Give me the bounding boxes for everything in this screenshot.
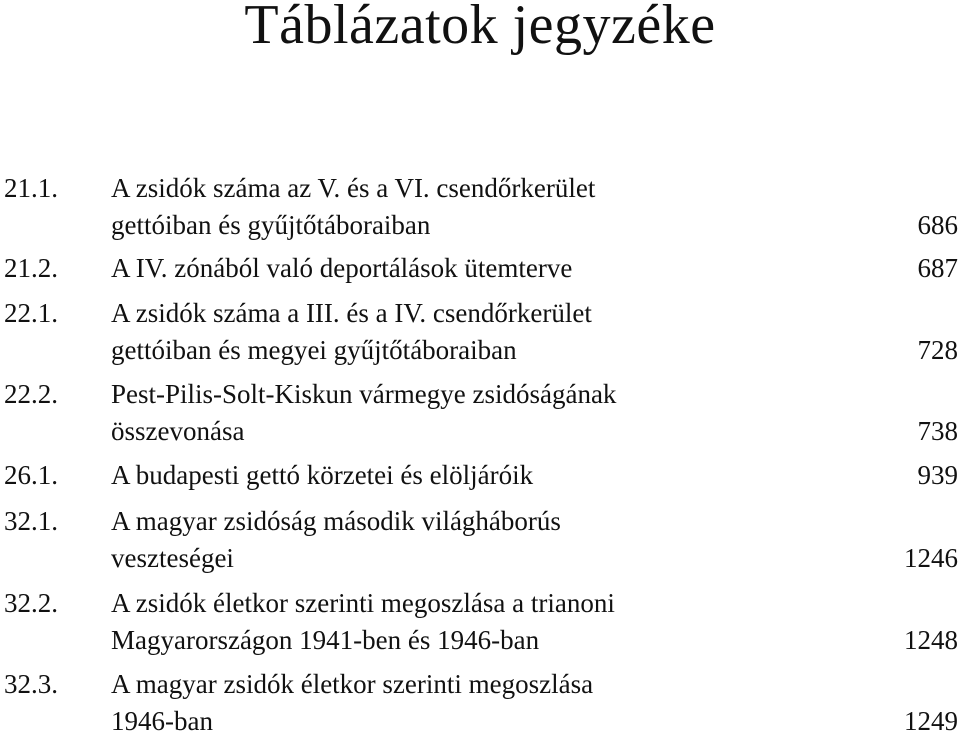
entry-title <box>111 170 871 244</box>
entry-title <box>111 295 871 369</box>
entry-title-line: A zsidók száma az V. és a VI. csendőrkerület <box>111 173 596 203</box>
entry-page-number: 939 <box>917 460 958 490</box>
entry-title <box>111 457 871 494</box>
entry-title-line: gettóiban és gyűjtőtáboraiban <box>111 210 431 240</box>
entry-page-number: 1246 <box>904 543 958 573</box>
entry-title <box>111 503 871 577</box>
entry-title-line: veszteségei <box>111 543 234 573</box>
entry-title-line: A magyar zsidóság második világháborús <box>111 506 561 536</box>
entry-title-line: összevonása <box>111 416 245 446</box>
entry-page-number: 1248 <box>904 625 958 655</box>
entry-page-number: 1249 <box>904 706 958 736</box>
entry-page-number: 728 <box>917 335 958 365</box>
entry-title <box>111 376 871 450</box>
entry-title-line: Magyarországon 1941-ben és 1946-ban <box>111 625 540 655</box>
entry-title-line: A zsidók száma a III. és a IV. csendőrkerület <box>111 298 592 328</box>
entry-page-number: 738 <box>917 416 958 446</box>
entry-title-line: A zsidók életkor szerinti megoszlása a trianoni <box>111 588 615 618</box>
page-title: Táblázatok jegyzéke <box>244 0 716 56</box>
entry-title <box>111 250 871 287</box>
entry-title-line: 1946-ban <box>111 706 213 736</box>
entry-number: 21.2. <box>4 253 58 283</box>
entry-number: 21.1. <box>4 173 58 203</box>
entry-title-line: gettóiban és megyei gyűjtőtáboraiban <box>111 335 517 365</box>
entry-number: 32.1. <box>4 506 58 536</box>
entry-page-number: 686 <box>917 210 958 240</box>
entry-page-number: 687 <box>917 253 958 283</box>
entry-number: 22.2. <box>4 379 58 409</box>
entry-title-line: A magyar zsidók életkor szerinti megoszlása <box>111 669 594 699</box>
entry-number: 26.1. <box>4 460 58 490</box>
entry-number: 32.2. <box>4 588 58 618</box>
entry-number: 22.1. <box>4 298 58 328</box>
entry-title-line: A budapesti gettó körzetei és elöljáróik <box>111 460 534 490</box>
entry-title-line: Pest-Pilis-Solt-Kiskun vármegye zsidóságának <box>111 379 617 409</box>
entry-title <box>111 585 871 659</box>
entry-title <box>111 666 871 740</box>
entry-title-line: A IV. zónából való deportálások ütemterve <box>111 253 573 283</box>
entry-number: 32.3. <box>4 669 58 699</box>
